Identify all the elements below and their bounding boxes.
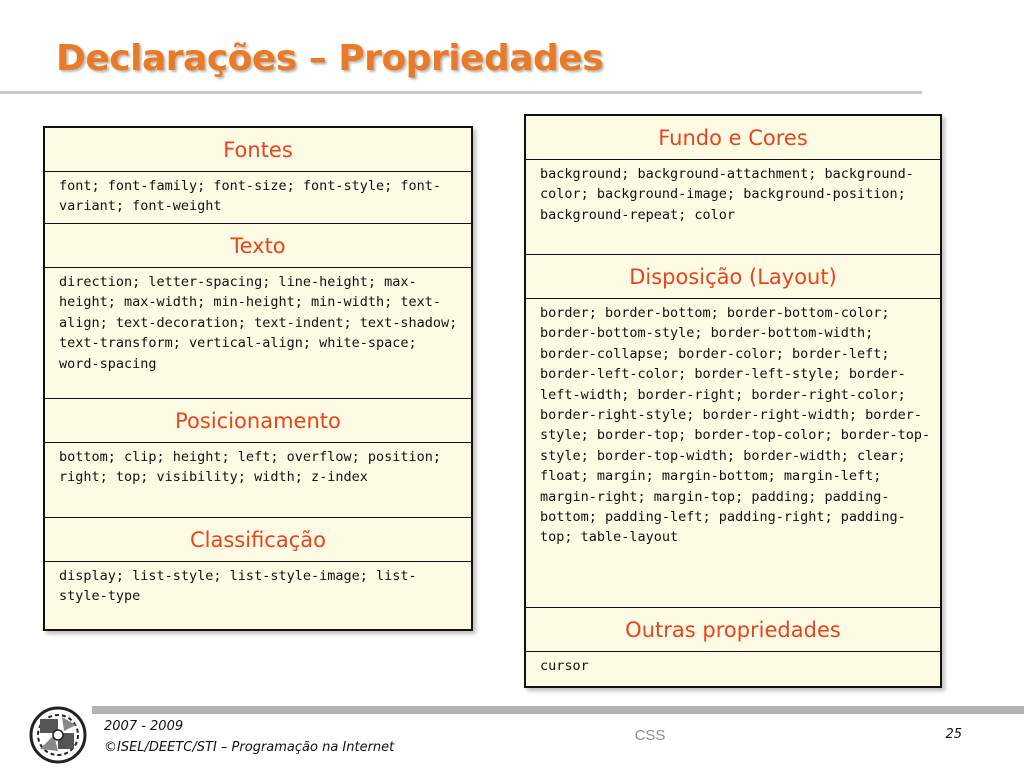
footer-credit: ©ISEL/DEETC/STI – Programação na Internet bbox=[104, 740, 395, 755]
section-heading-fontes: Fontes bbox=[45, 128, 471, 172]
section-heading-posicionamento: Posicionamento bbox=[45, 399, 471, 443]
footer-years: 2007 - 2009 bbox=[104, 719, 184, 734]
section-props-fontes: font; font-family; font-size; font-style; font-variant; font-weight bbox=[45, 172, 471, 224]
section-props-classificacao: display; list-style; list-style-image; list-style-type bbox=[59, 568, 417, 605]
right-property-table bbox=[524, 114, 942, 688]
section-props-texto: direction; letter-spacing; line-height; max-height; max-width; min-height; min-width; text-align; text-decoration; text-indent; text-shadow; text-transform; vertical-align; white-space; word-spacing bbox=[45, 268, 471, 399]
section-heading-outras: Outras propriedades bbox=[526, 608, 940, 652]
left-property-table bbox=[43, 126, 473, 631]
section-heading-texto: Texto bbox=[45, 224, 471, 268]
title-divider bbox=[0, 91, 922, 94]
section-heading-disposicao: Disposição (Layout) bbox=[526, 255, 940, 299]
section-props-posicionamento: bottom; clip; height; left; overflow; position; right; top; visibility; width; z-index bbox=[45, 443, 471, 518]
footer-bar bbox=[0, 706, 1024, 714]
footer-topic: CSS bbox=[634, 727, 666, 744]
section-props-disposicao: border; border-bottom; border-bottom-color; border-bottom-style; border-bottom-width; border-collapse; border-color; border-left; border-left-color; border-left-style; border-left-width; border-right; border-right-color; border-right-style; border-right-width; border-style; border-top; border-top-color; border-top-style; border-top-width; border-width; clear; float; margin; margin-bottom; margin-left; margin-right; margin-top; padding; padding-bottom; padding-left; padding-right; padding-top; table-layout bbox=[526, 299, 940, 608]
page-number: 25 bbox=[945, 727, 962, 742]
section-heading-fundo-cores: Fundo e Cores bbox=[526, 116, 940, 160]
section-heading-classificacao: Classificação bbox=[45, 518, 471, 562]
isel-logo-icon bbox=[28, 705, 88, 765]
slide-title: Declarações – Propriedades bbox=[56, 38, 604, 79]
footer-credits bbox=[104, 716, 394, 758]
section-props-outras: cursor bbox=[540, 658, 589, 674]
section-props-fundo-cores: background; background-attachment; background-color; background-image; background-position; background-repeat; color bbox=[526, 160, 940, 255]
